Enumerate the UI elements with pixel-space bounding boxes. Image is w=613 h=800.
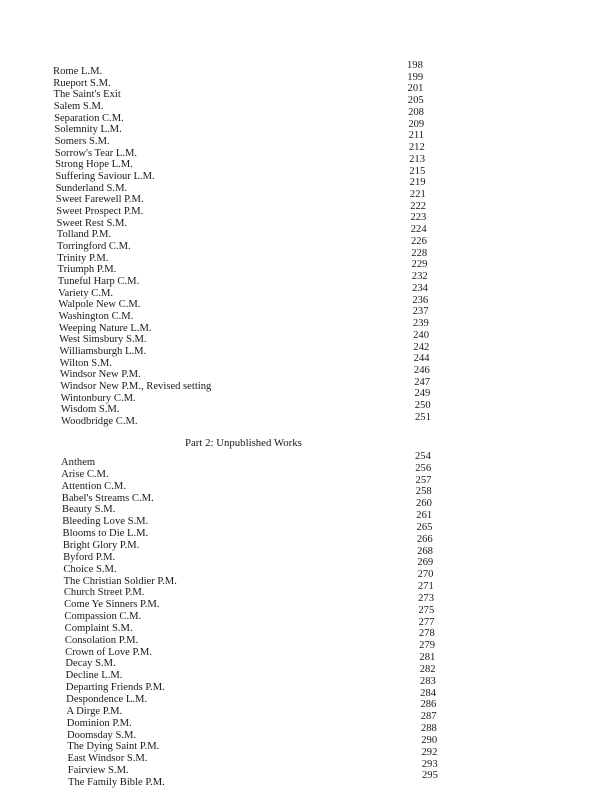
entry-page-number: 247 [414,376,431,388]
entry-title: Decay S.M. [65,658,116,670]
entry-page-number: 234 [412,282,428,294]
entry-title: Wilton S.M. [59,357,112,369]
entry-title: Arise C.M. [61,468,109,480]
entry-page-number: 222 [410,200,427,212]
entry-page-number: 266 [416,533,433,545]
entry-title: Rome L.M. [53,66,103,77]
entry-page-number: 290 [421,734,438,746]
entry-page-number: 199 [407,71,424,83]
entry-title: Separation C.M. [54,112,124,124]
entry-page-number: 271 [417,581,434,593]
entry-title: Weeping Nature L.M. [58,322,152,334]
entry-title: The Dying Saint P.M. [67,741,160,753]
entry-page-number: 211 [408,130,425,142]
entry-page-number: 232 [411,271,428,283]
entry-title: Tolland P.M. [56,229,112,241]
entry-page-number: 246 [413,364,430,376]
entry-page-number: 270 [417,569,434,581]
entry-page-number: 208 [408,106,424,118]
entry-page-number: 219 [409,177,426,189]
entry-page-number: 254 [415,451,431,462]
entry-page-number: 212 [408,142,425,154]
entry-page-number: 279 [419,640,436,652]
entry-title: Byford P.M. [63,551,116,563]
entry-title: Choice S.M. [63,563,117,575]
entry-page-number: 226 [411,235,427,247]
entry-page-number: 292 [421,746,438,758]
entry-title: Variety C.M. [58,287,114,299]
entry-page-number: 224 [410,224,427,236]
entry-title: Solemnity L.M. [54,124,122,136]
entry-title: Torringford C.M. [57,241,131,253]
entry-page-number: 277 [418,616,435,628]
entry-page-number: 275 [418,604,435,616]
entry-title: Suffering Saviour L.M. [55,171,155,183]
entry-page-number: 288 [420,723,437,735]
entry-page-number: 223 [410,212,427,224]
part2-heading: Part 2: Unpublished Works [185,437,302,449]
entry-page-number: 237 [412,306,429,318]
entry-title: Decline L.M. [65,670,123,682]
entry-page-number: 249 [414,388,431,400]
entry-title: Walpole New C.M. [58,299,141,311]
entry-title: Strong Hope L.M. [55,159,133,171]
entry-page-number: 256 [415,462,432,474]
entry-page-number: 240 [413,329,430,341]
entry-page-number: 278 [418,628,435,640]
entry-page-number: 286 [420,699,437,711]
entry-page-number: 265 [416,521,433,533]
entry-page-number: 221 [409,189,426,201]
entry-page-number: 242 [413,341,430,353]
entry-page-number: 273 [418,592,434,604]
entry-title: Windsor New P.M., Revised setting [60,381,212,393]
entry-title: Beauty S.M. [62,504,116,516]
entry-title: Crown of Love P.M. [65,646,152,658]
entry-page-number: 201 [407,83,424,95]
entry-title: Despondence L.M. [66,694,148,705]
entry-page-number: 258 [415,486,432,498]
entry-page-number: 260 [416,498,432,510]
entry-page-number: 205 [407,95,424,107]
entry-page-number: 215 [409,165,426,177]
entry-title: Babel's Streams C.M. [61,492,154,504]
entry-title: Woodbridge C.M. [61,416,138,428]
entry-title: The Family Bible P.M. [68,776,165,788]
entry-title: Washington C.M. [58,311,134,323]
entry-page-number: 287 [420,711,437,723]
entry-page-number: 213 [409,153,426,165]
entry-page-number: 236 [412,294,429,306]
entry-title: Sorrow's Tear L.M. [54,147,138,159]
entry-title: Sweet Prospect P.M. [56,206,144,218]
entry-page-number: 281 [419,652,436,664]
entry-title: Windsor New P.M. [59,369,141,381]
entry-title: Williamsburgh L.M. [59,346,147,358]
entry-page-number: 261 [416,510,433,522]
entry-title: Rueport S.M. [53,77,111,89]
entry-title: Wisdom S.M. [60,404,120,416]
entry-page-number: 244 [413,353,430,365]
entry-title: Sweet Farewell P.M. [55,194,144,206]
entry-page-number: 198 [407,60,423,71]
entry-page-number: 269 [417,557,434,569]
entry-page-number: 284 [420,687,437,699]
entry-title: Departing Friends P.M. [65,682,165,694]
entry-title: East Windsor S.M. [67,753,148,765]
entry-title: Come Ye Sinners P.M. [64,599,160,611]
entry-title: Dominion P.M. [66,717,132,729]
entry-title: Bright Glory P.M. [62,539,140,551]
entry-page-number: 282 [419,663,436,675]
entry-title: Doomsday S.M. [66,729,137,741]
entry-page-number: 250 [414,400,431,412]
entry-title: Triumph P.M. [57,264,117,276]
entry-page-number: 228 [411,247,428,259]
entry-title: Sunderland S.M. [55,182,128,194]
entry-title: Anthem [61,457,96,468]
entry-title: The Saint's Exit [53,89,121,101]
entry-page-number: 209 [408,118,425,130]
entry-title: Church Street P.M. [63,587,145,599]
entry-title: West Simsbury S.M. [59,334,147,346]
entry-title: Compassion C.M. [64,611,142,623]
entry-title: Sweet Rest S.M. [56,217,128,229]
entry-title: Attention C.M. [61,480,126,492]
entry-title: Tuneful Harp C.M. [57,276,140,288]
entry-title: Fairview S.M. [67,765,129,777]
entry-title: Blooms to Die L.M. [62,528,149,540]
entry-page-number: 293 [421,758,438,770]
entry-page-number: 229 [411,259,428,271]
entry-title: Complaint S.M. [64,622,133,634]
entry-page-number: 251 [415,411,431,423]
entry-title: The Christian Soldier P.M. [63,575,177,587]
entry-title: Trinity P.M. [57,252,109,264]
entry-page-number: 257 [415,474,432,486]
entry-page-number: 295 [422,770,438,782]
entry-title: Wintonbury C.M. [60,392,136,404]
entry-page-number: 283 [419,675,436,687]
entry-title: Somers S.M. [54,136,110,148]
entry-page-number: 239 [412,318,429,330]
entry-page-number: 268 [417,545,433,557]
entry-title: Salem S.M. [53,101,104,112]
entry-title: A Dirge P.M. [66,705,123,717]
entry-title: Bleeding Love S.M. [62,516,149,528]
entry-title: Consolation P.M. [64,634,139,646]
